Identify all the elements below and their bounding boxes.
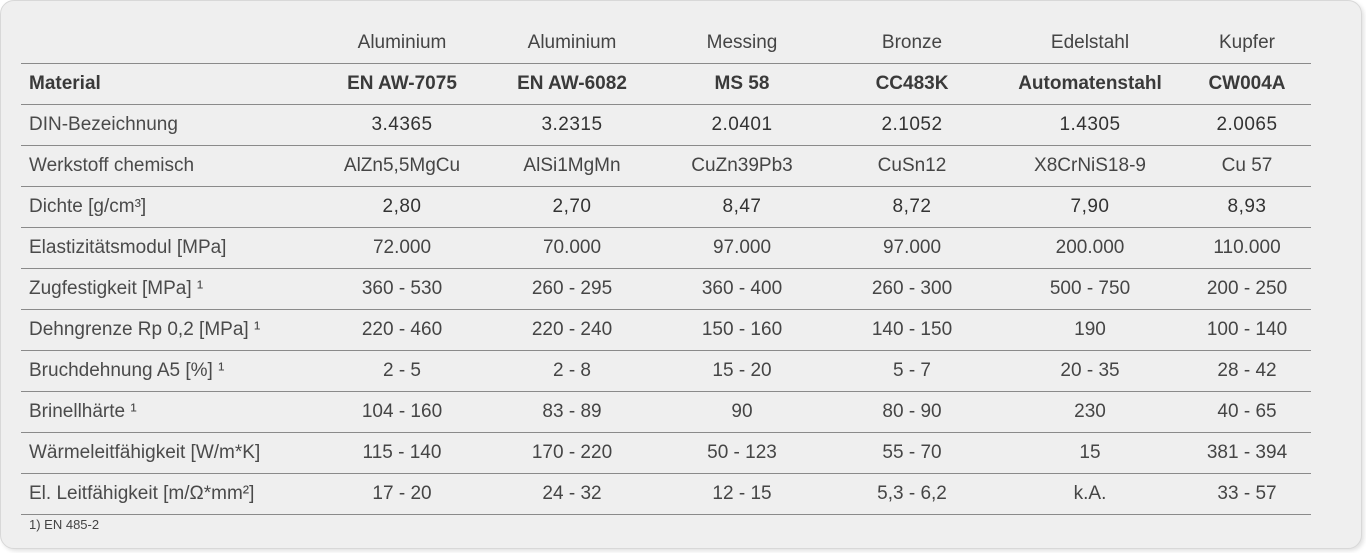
table-cell: CuZn39Pb3 bbox=[657, 146, 827, 187]
table-row bbox=[21, 187, 1311, 228]
table-row bbox=[21, 146, 1311, 187]
table-cell: 15 bbox=[997, 433, 1183, 474]
table-cell: 8,72 bbox=[827, 187, 997, 228]
header-family-1: Aluminium bbox=[317, 23, 487, 64]
header-row-material-grade bbox=[21, 64, 1311, 105]
table-cell: 190 bbox=[997, 310, 1183, 351]
table-cell: 1.4305 bbox=[997, 105, 1183, 146]
table-cell: 5,3 - 6,2 bbox=[827, 474, 997, 515]
table-row bbox=[21, 269, 1311, 310]
table-cell: 2 - 5 bbox=[317, 351, 487, 392]
header-material-label: Material bbox=[21, 64, 317, 105]
table-cell: 97.000 bbox=[827, 228, 997, 269]
table-cell: 381 - 394 bbox=[1183, 433, 1311, 474]
table-cell: 110.000 bbox=[1183, 228, 1311, 269]
table-cell: 2,70 bbox=[487, 187, 657, 228]
table-cell: CuSn12 bbox=[827, 146, 997, 187]
table-cell: 8,93 bbox=[1183, 187, 1311, 228]
table-cell: 200 - 250 bbox=[1183, 269, 1311, 310]
table-cell: AlZn5,5MgCu bbox=[317, 146, 487, 187]
table-cell: 55 - 70 bbox=[827, 433, 997, 474]
table-cell: 104 - 160 bbox=[317, 392, 487, 433]
table-cell: 17 - 20 bbox=[317, 474, 487, 515]
table-cell: 72.000 bbox=[317, 228, 487, 269]
table-cell: 220 - 240 bbox=[487, 310, 657, 351]
header-grade-6: CW004A bbox=[1183, 64, 1311, 105]
material-properties-table bbox=[21, 23, 1311, 515]
table-cell: 7,90 bbox=[997, 187, 1183, 228]
table-row bbox=[21, 392, 1311, 433]
table-cell: 5 - 7 bbox=[827, 351, 997, 392]
row-label: Wärmeleitfähigkeit [W/m*K] bbox=[21, 433, 317, 474]
table-row bbox=[21, 105, 1311, 146]
table-row bbox=[21, 433, 1311, 474]
table-cell: 500 - 750 bbox=[997, 269, 1183, 310]
table-cell: 360 - 400 bbox=[657, 269, 827, 310]
row-label: Brinellhärte ¹ bbox=[21, 392, 317, 433]
header-family-6: Kupfer bbox=[1183, 23, 1311, 64]
table-cell: k.A. bbox=[997, 474, 1183, 515]
footnote: 1) EN 485-2 bbox=[29, 517, 100, 532]
header-grade-2: EN AW-6082 bbox=[487, 64, 657, 105]
row-label: Zugfestigkeit [MPa] ¹ bbox=[21, 269, 317, 310]
table-cell: 20 - 35 bbox=[997, 351, 1183, 392]
header-corner bbox=[21, 23, 317, 64]
table-cell: 220 - 460 bbox=[317, 310, 487, 351]
table-cell: 260 - 300 bbox=[827, 269, 997, 310]
table-cell: X8CrNiS18-9 bbox=[997, 146, 1183, 187]
row-label: Werkstoff chemisch bbox=[21, 146, 317, 187]
table-cell: 150 - 160 bbox=[657, 310, 827, 351]
table-row bbox=[21, 310, 1311, 351]
table-cell: Cu 57 bbox=[1183, 146, 1311, 187]
header-grade-3: MS 58 bbox=[657, 64, 827, 105]
table-cell: 2.1052 bbox=[827, 105, 997, 146]
table-cell: 70.000 bbox=[487, 228, 657, 269]
table-cell: 360 - 530 bbox=[317, 269, 487, 310]
header-family-2: Aluminium bbox=[487, 23, 657, 64]
table-cell: 8,47 bbox=[657, 187, 827, 228]
table-cell: 12 - 15 bbox=[657, 474, 827, 515]
table-cell: 170 - 220 bbox=[487, 433, 657, 474]
header-grade-1: EN AW-7075 bbox=[317, 64, 487, 105]
row-label: El. Leitfähigkeit [m/Ω*mm²] bbox=[21, 474, 317, 515]
table-cell: 260 - 295 bbox=[487, 269, 657, 310]
table-cell: 2.0065 bbox=[1183, 105, 1311, 146]
header-family-4: Bronze bbox=[827, 23, 997, 64]
table-cell: 90 bbox=[657, 392, 827, 433]
table-cell: 200.000 bbox=[997, 228, 1183, 269]
table-cell: 140 - 150 bbox=[827, 310, 997, 351]
table-cell: 83 - 89 bbox=[487, 392, 657, 433]
row-label: Elastizitätsmodul [MPa] bbox=[21, 228, 317, 269]
table-cell: 2,80 bbox=[317, 187, 487, 228]
table-row bbox=[21, 474, 1311, 515]
table-cell: 50 - 123 bbox=[657, 433, 827, 474]
table-cell: 115 - 140 bbox=[317, 433, 487, 474]
row-label: DIN-Bezeichnung bbox=[21, 105, 317, 146]
table-row bbox=[21, 228, 1311, 269]
table-cell: 80 - 90 bbox=[827, 392, 997, 433]
header-grade-4: CC483K bbox=[827, 64, 997, 105]
table-cell: 2.0401 bbox=[657, 105, 827, 146]
row-label: Dehngrenze Rp 0,2 [MPa] ¹ bbox=[21, 310, 317, 351]
table-row bbox=[21, 351, 1311, 392]
header-family-3: Messing bbox=[657, 23, 827, 64]
table-cell: 230 bbox=[997, 392, 1183, 433]
table-cell: 28 - 42 bbox=[1183, 351, 1311, 392]
header-grade-5: Automatenstahl bbox=[997, 64, 1183, 105]
row-label: Bruchdehnung A5 [%] ¹ bbox=[21, 351, 317, 392]
table-cell: 33 - 57 bbox=[1183, 474, 1311, 515]
table-cell: 15 - 20 bbox=[657, 351, 827, 392]
table-cell: 3.4365 bbox=[317, 105, 487, 146]
table-cell: AlSi1MgMn bbox=[487, 146, 657, 187]
table-cell: 24 - 32 bbox=[487, 474, 657, 515]
table-cell: 2 - 8 bbox=[487, 351, 657, 392]
table-cell: 100 - 140 bbox=[1183, 310, 1311, 351]
table-cell: 40 - 65 bbox=[1183, 392, 1311, 433]
table-cell: 97.000 bbox=[657, 228, 827, 269]
header-family-5: Edelstahl bbox=[997, 23, 1183, 64]
row-label: Dichte [g/cm³] bbox=[21, 187, 317, 228]
table-cell: 3.2315 bbox=[487, 105, 657, 146]
header-row-material-family bbox=[21, 23, 1311, 64]
